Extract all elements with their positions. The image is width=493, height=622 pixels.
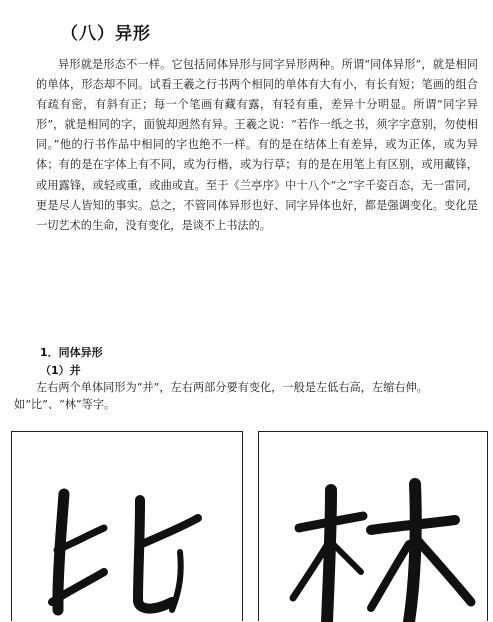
item-heading: （1）并 [40, 364, 81, 377]
section-title: （八）异形 [61, 24, 151, 44]
subsection-text [14, 379, 480, 413]
subsection-text-line2: 如“比”、“林”等字。 [14, 398, 116, 411]
calligraphy-bi-image [12, 432, 244, 622]
calligraphy-example-bi [11, 431, 243, 621]
calligraphy-example-lin [258, 431, 488, 621]
subsection-heading: 1．同体异形 [40, 346, 103, 359]
subsection-text-line1: 左右两个单体同形为“并”，左右两部分要有变化，一般是左低右高，左缩右伸。 [36, 381, 428, 394]
intro-paragraph: 异形就是形态不一样。它包括同体异形与同字异形两种。所谓“同体异形”，就是相同的单体，形态却不同。试看王羲之行书两个相同的单体有大有小，有长有短；笔画的组合有疏有密，有斜有正；每一个笔画有藏有露，有轻有重，差异十分明显。所谓“同字异形”，就是相同的字，面貌却迥然有异。王羲之说：“若作一纸之书，须字字意别，勿使相同。”他的行书作品中相同的字也绝不一样。有的是在结体上有差异，或为正体，或为异体；有的是在字体上有不同，或为行楷，或为行草；有的是在用笔上有区别，或用藏锋，或用露锋，或轻或重，或曲或直。至于《兰亭序》中十八个“之”字千姿百态，无一雷同，更是尽人皆知的事实。总之，不管同体异形也好、同字异体也好，都是强调变化。变化是一切艺术的生命，没有变化，是谈不上书法的。 [36, 58, 478, 232]
calligraphy-lin-image [259, 432, 489, 622]
